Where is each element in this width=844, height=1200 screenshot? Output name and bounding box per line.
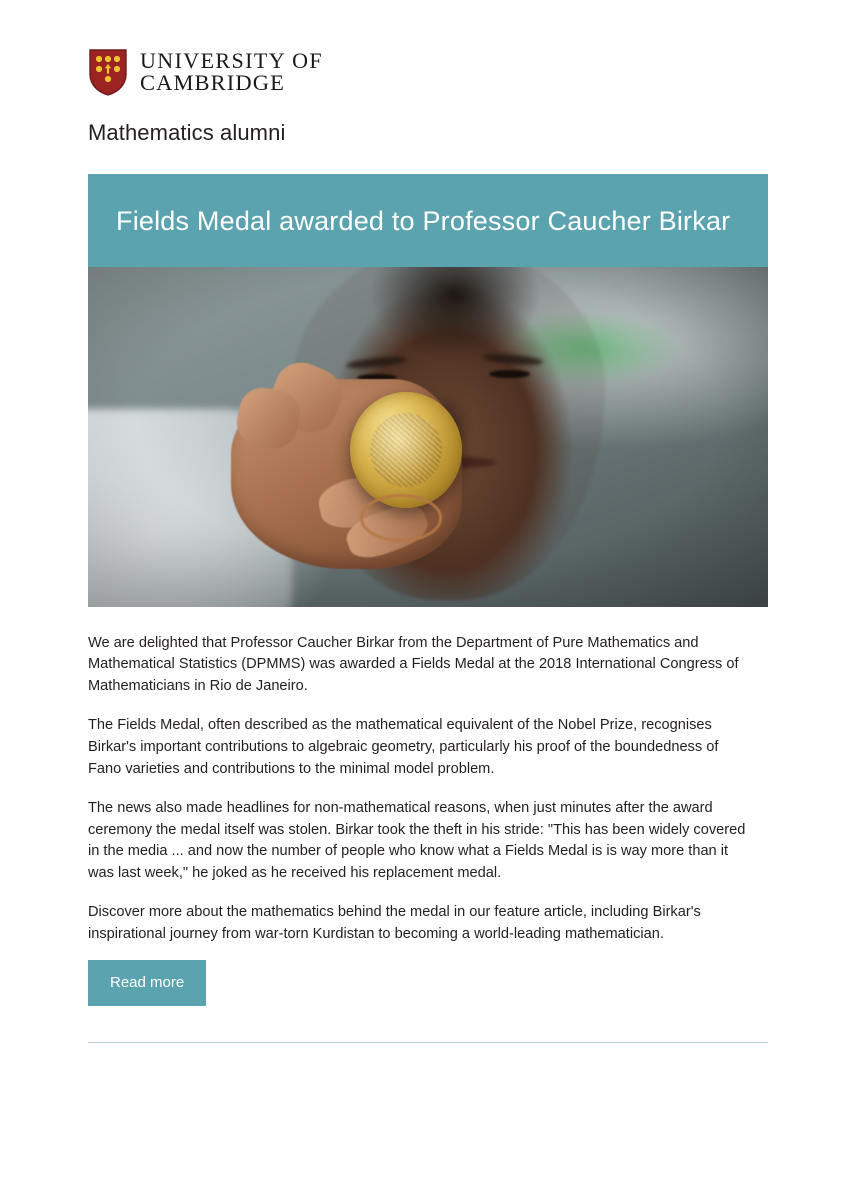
article-paragraph: The Fields Medal, often described as the mathematical equivalent of the Nobel Prize, recognises Birkar's important contributions to algebraic geometry, particularly his proof of the boundedness of Fano varieties and contributions to the minimal model problem. — [88, 717, 719, 777]
university-logo[interactable] — [88, 48, 844, 96]
article-paragraph: We are delighted that Professor Caucher Birkar from the Department of Pure Mathematics and Mathematical Statistics (DPMMS) was awarded a Fields Medal at the 2018 International Congress of Mathematicians in Rio de Janeiro. — [88, 634, 739, 694]
logo-wordmark — [140, 47, 323, 95]
page-title: Mathematics alumni — [88, 120, 286, 145]
article-photo — [88, 267, 768, 607]
read-more-button[interactable]: Read more — [88, 960, 206, 1006]
article-card — [88, 174, 768, 607]
article-paragraph: The news also made headlines for non-mathematical reasons, when just minutes after the award ceremony the medal itself was stolen. Birkar took the theft in his stride: "This has been widely covered in the media ... and now the number of people who know what a Fields Medal is is way more than it was last week," he joked as he received his replacement medal. — [88, 800, 746, 881]
article-headline: Fields Medal awarded to Professor Caucher Birkar — [116, 206, 731, 236]
cambridge-crest-icon — [88, 48, 128, 96]
article-headline-banner — [88, 174, 768, 267]
page-header — [0, 0, 844, 146]
article-body — [88, 633, 748, 946]
article-paragraph: Discover more about the mathematics behind the medal in our feature article, including Birkar's inspirational journey from war-torn Kurdistan to becoming a world-leading mathematician. — [88, 904, 701, 943]
logo-line-1: UNIVERSITY OF — [140, 47, 323, 73]
logo-line-2: CAMBRIDGE — [140, 69, 285, 95]
section-divider — [88, 1042, 768, 1043]
photo-vignette — [88, 267, 768, 607]
